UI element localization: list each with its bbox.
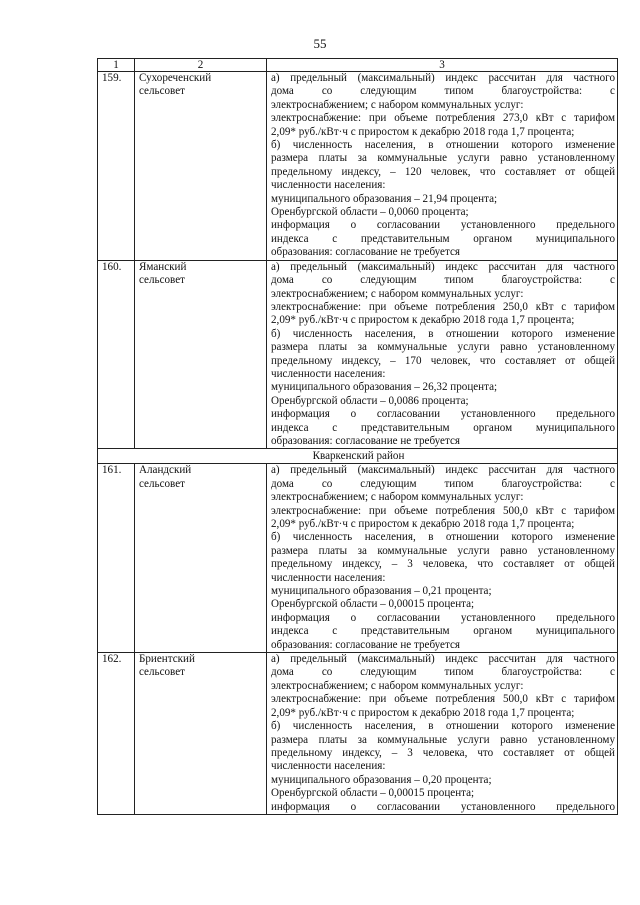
description-line: а) предельный (максимальный) индекс рассчитан для частного bbox=[271, 260, 615, 273]
municipality-name bbox=[135, 72, 267, 261]
description-line: 2,09* руб./кВт·ч с приростом к декабрю 2018 года 1,7 процента; bbox=[271, 706, 575, 719]
description-line: 2,09* руб./кВт·ч с приростом к декабрю 2018 года 1,7 процента; bbox=[271, 518, 575, 530]
description-line: муниципального образования – 0,21 процента; bbox=[271, 585, 492, 598]
table-header-row bbox=[98, 59, 618, 72]
description-line: муниципального образования – 0,20 процента; bbox=[271, 773, 492, 786]
row-number: 159. bbox=[98, 72, 135, 261]
description-line: муниципального образования – 21,94 процента; bbox=[271, 192, 498, 205]
description-line: предельному индексу, – 170 человек, что составляет от общей bbox=[271, 354, 615, 367]
header-cell-1: 1 bbox=[98, 59, 135, 72]
description-line: информация о согласовании установленного предельного bbox=[271, 219, 615, 232]
index-description bbox=[267, 260, 618, 449]
description-line: предельному индексу, – 3 человека, что составляет от общей bbox=[271, 558, 615, 571]
description-line: Оренбургской области – 0,00015 процента; bbox=[271, 787, 475, 800]
description-line: размера платы за коммунальные услуги равно установленному bbox=[271, 341, 615, 354]
municipality-name-line: Яманский bbox=[139, 260, 187, 273]
municipality-name-line: Аландский bbox=[139, 464, 192, 477]
description-line: дома со следующим типом благоустройства: с bbox=[271, 666, 615, 679]
description-line: размера платы за коммунальные услуги равно установленному bbox=[271, 152, 615, 165]
municipality-name bbox=[135, 653, 267, 815]
municipality-name-line: сельсовет bbox=[139, 477, 185, 490]
municipality-name-line: сельсовет bbox=[139, 85, 185, 98]
description-line: индекса с представительным органом муниципального bbox=[271, 421, 615, 434]
municipality-name-line: сельсовет bbox=[139, 666, 185, 679]
header-cell-2: 2 bbox=[135, 59, 267, 72]
description-line: муниципального образования – 26,32 процента; bbox=[271, 381, 498, 394]
description-line: численности населения: bbox=[271, 760, 386, 773]
description-line: образования: согласование не требуется bbox=[271, 434, 460, 447]
description-line: 2,09* руб./кВт·ч с приростом к декабрю 2018 года 1,7 процента; bbox=[271, 314, 575, 327]
index-description bbox=[267, 72, 618, 261]
description-line: предельному индексу, – 3 человека, что составляет от общей bbox=[271, 746, 615, 759]
description-line: Оренбургской области – 0,00015 процента; bbox=[271, 598, 475, 611]
description-line: дома со следующим типом благоустройства: с bbox=[271, 85, 615, 98]
table-row bbox=[98, 464, 618, 653]
description-line: б) численность населения, в отношении которого изменение bbox=[271, 327, 615, 340]
description-line: численности населения: bbox=[271, 571, 386, 584]
description-line: индекса с представительным органом муниципального bbox=[271, 625, 615, 638]
row-number: 162. bbox=[98, 653, 135, 815]
description-line: б) численность населения, в отношении которого изменение bbox=[271, 720, 615, 733]
description-line: электроснабжение: при объеме потребления 273,0 кВт с тарифом bbox=[271, 112, 615, 125]
description-line: информация о согласовании установленного предельного bbox=[271, 408, 615, 421]
index-description bbox=[267, 464, 618, 653]
description-line: предельному индексу, – 120 человек, что составляет от общей bbox=[271, 165, 615, 178]
index-description bbox=[267, 653, 618, 815]
description-line: размера платы за коммунальные услуги равно установленному bbox=[271, 544, 615, 557]
description-line: а) предельный (максимальный) индекс рассчитан для частного bbox=[271, 653, 615, 666]
description-line: электроснабжением; с набором коммунальных услуг: bbox=[271, 679, 524, 692]
description-line: электроснабжением; с набором коммунальных услуг: bbox=[271, 491, 524, 504]
description-line: численности населения: bbox=[271, 179, 386, 192]
description-line: информация о согласовании установленного предельного bbox=[271, 611, 615, 624]
description-line: а) предельный (максимальный) индекс рассчитан для частного bbox=[271, 72, 615, 84]
description-line: образования: согласование не требуется bbox=[271, 246, 460, 259]
description-line: электроснабжение: при объеме потребления 500,0 кВт с тарифом bbox=[271, 693, 615, 706]
description-line: информация о согласовании установленного предельного bbox=[271, 800, 615, 813]
municipality-name-line: Сухореченский bbox=[139, 72, 212, 84]
description-line: Оренбургской области – 0,0086 процента; bbox=[271, 394, 469, 407]
row-number: 160. bbox=[98, 260, 135, 449]
description-line: Оренбургской области – 0,0060 процента; bbox=[271, 206, 469, 219]
description-line: размера платы за коммунальные услуги равно установленному bbox=[271, 733, 615, 746]
description-line: дома со следующим типом благоустройства: с bbox=[271, 274, 615, 287]
description-line: индекса с представительным органом муниципального bbox=[271, 232, 615, 245]
table-row bbox=[98, 260, 618, 449]
description-line: электроснабжение: при объеме потребления 500,0 кВт с тарифом bbox=[271, 504, 615, 517]
description-line: б) численность населения, в отношении которого изменение bbox=[271, 139, 615, 152]
header-cell-3: 3 bbox=[267, 59, 618, 72]
district-section-row bbox=[98, 449, 618, 464]
page-number: 55 bbox=[313, 36, 327, 51]
row-number: 161. bbox=[98, 464, 135, 653]
description-line: 2,09* руб./кВт·ч с приростом к декабрю 2018 года 1,7 процента; bbox=[271, 125, 575, 138]
description-line: а) предельный (максимальный) индекс рассчитан для частного bbox=[271, 464, 615, 477]
description-line: электроснабжение: при объеме потребления 250,0 кВт с тарифом bbox=[271, 300, 615, 313]
tariff-index-table bbox=[97, 58, 618, 815]
description-line: дома со следующим типом благоустройства: с bbox=[271, 477, 615, 490]
district-title: Кваркенский район bbox=[98, 449, 618, 464]
description-line: электроснабжением; с набором коммунальных услуг: bbox=[271, 98, 524, 111]
table-row bbox=[98, 72, 618, 261]
municipality-name-line: Бриентский bbox=[139, 653, 195, 666]
table-row bbox=[98, 653, 618, 815]
description-line: электроснабжением; с набором коммунальных услуг: bbox=[271, 287, 524, 300]
municipality-name-line: сельсовет bbox=[139, 274, 185, 287]
municipality-name bbox=[135, 464, 267, 653]
description-line: образования: согласование не требуется bbox=[271, 638, 460, 651]
description-line: б) численность населения, в отношении которого изменение bbox=[271, 531, 615, 544]
description-line: численности населения: bbox=[271, 367, 386, 380]
municipality-name bbox=[135, 260, 267, 449]
